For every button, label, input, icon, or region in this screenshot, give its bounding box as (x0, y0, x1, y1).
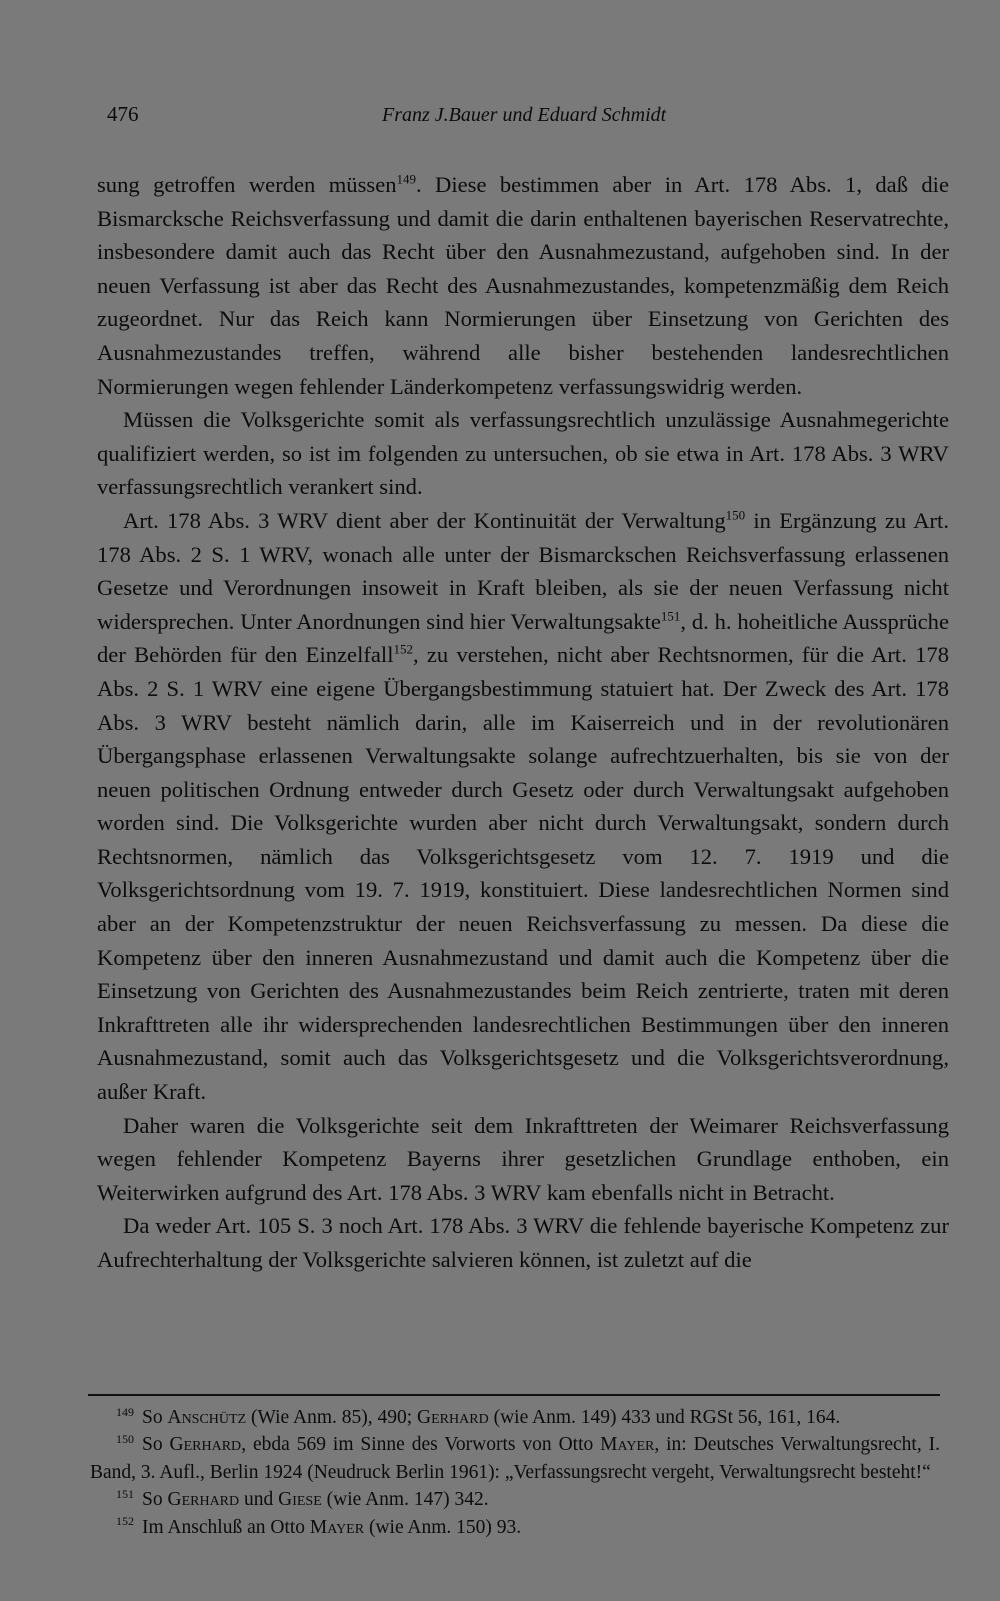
footnote-text: , in: Deutsches Verwaltungsrecht, I. Band, 3. Aufl., Berlin 1924 (Neudruck Berlin 1961): „Verfassungsrecht vergeht, Verwaltungsrecht besteht!“ (90, 1434, 940, 1483)
paragraph-3-text-a: Art. 178 Abs. 3 WRV dient aber der Kontinuität der Verwaltung (123, 507, 726, 533)
running-head: Franz J.Bauer und Eduard Schmidt (382, 104, 667, 126)
page-header (107, 102, 940, 132)
footnote-ref-151: 151 (660, 608, 681, 624)
paragraph-3-text-d: , zu verstehen, nicht aber Rechtsnormen, für die Art. 178 Abs. 2 S. 1 WRV eine eigene Übergangsbestimmung statuiert hat. Der Zweck des Art. 178 Abs. 3 WRV besteht nämlich darin, alle im Kaiserreich und in der revolutionären Übergangsphase erlassenen Verwaltungsakte solange aufrechtzuerhalten, bis sie von der neuen politischen Ordnung entweder durch Gesetz oder durch Verwaltungsakt aufgehoben worden sind. Die Volksgerichte wurden aber nicht durch Verwaltungsakt, sondern durch Rechtsnormen, nämlich das Volksgerichtsgesetz vom 12. 7. 1919 und die Volksgerichtsordnung vom 19. 7. 1919, konstituiert. Diese landesrechtlichen Normen sind aber an der Kompetenzstruktur der neuen Reichsverfassung zu messen. Da diese die Kompetenz über den inneren Ausnahmezustand und damit auch die Kompetenz über die Einsetzung von Gerichten des Ausnahmezustandes beim Reich zentrierte, traten mit deren Inkrafttreten alle ihr widersprechenden landesrechtlichen Bestimmungen über den inneren Ausnahmezustand, somit auch das Volksgerichtsgesetz und die Volksgerichtsverordnung, außer Kraft. (97, 642, 949, 1105)
paragraph-3 (97, 504, 949, 1109)
main-text (97, 168, 949, 1277)
footnote-151 (90, 1486, 940, 1513)
footnote-number: 150 (116, 1431, 134, 1446)
footnotes (90, 1404, 940, 1541)
footnote-ref-152: 152 (393, 641, 413, 657)
author-name: Gerhard (167, 1489, 240, 1511)
footnote-divider (88, 1394, 940, 1396)
author-name: Gerhard (169, 1434, 242, 1456)
footnote-text: und (239, 1489, 279, 1511)
footnote-number: 149 (116, 1404, 134, 1419)
author-name: Giese (278, 1489, 322, 1511)
footnote-text: (wie Anm. 149) 433 und RGSt 56, 161, 164. (488, 1407, 841, 1428)
paragraph-5: Da weder Art. 105 S. 3 noch Art. 178 Abs. 3 WRV die fehlende bayerische Kompetenz zur Aufrechterhaltung der Volksgerichte salvieren können, ist zuletzt auf die (97, 1213, 949, 1272)
footnote-text: , ebda 569 im Sinne des Vorworts von Otto (241, 1434, 601, 1456)
footnote-text: So (142, 1489, 168, 1511)
paragraph-2: Müssen die Volksgerichte somit als verfassungsrechtlich unzulässige Ausnahmegerichte qualifiziert werden, so ist im folgenden zu untersuchen, ob sie etwa in Art. 178 Abs. 3 WRV verfassungsrechtlich verankert sind. (97, 407, 949, 500)
footnote-text: So (142, 1434, 170, 1456)
page-number: 476 (107, 102, 139, 126)
paragraph-1-text-b: . Diese bestimmen aber in Art. 178 Abs. 1, daß die Bismarcksche Reichsverfassung und damit die darin enthaltenen bayerischen Reservatrechte, insbesondere damit auch das Recht über den Ausnahmezustand, aufgehoben sind. In der neuen Verfassung ist aber das Recht des Ausnahmezustandes, kompetenzmäßig dem Reich zugeordnet. Nur das Reich kann Normierungen über Einsetzung von Gerichten des Ausnahmezustandes treffen, während alle bisher bestehenden landesrechtlichen Normierungen wegen fehlender Länderkompetenz verfassungswidrig werden. (97, 172, 949, 399)
footnote-ref-150: 150 (725, 507, 746, 523)
footnote-150 (90, 1431, 940, 1486)
footnote-text: Im Anschluß an Otto (142, 1516, 310, 1538)
paragraph-3-text-c: , d. h. hoheitliche Aussprüche der Behörden für den Einzelfall (97, 608, 949, 668)
author-name: Anschütz (167, 1407, 247, 1428)
footnote-text: (Wie Anm. 85), 490; (246, 1407, 418, 1428)
footnote-text: So (142, 1407, 168, 1428)
paragraph-1 (97, 168, 949, 403)
paragraph-1-text-a: sung getroffen werden müssen (97, 172, 397, 197)
footnote-number: 152 (116, 1514, 134, 1529)
footnote-152 (90, 1514, 940, 1541)
footnote-number: 151 (116, 1486, 134, 1501)
footnote-ref-149: 149 (396, 171, 417, 187)
author-name: Mayer (309, 1516, 365, 1538)
footnote-149 (90, 1404, 940, 1431)
author-name: Mayer (600, 1434, 655, 1456)
author-name: Gerhard (417, 1407, 489, 1428)
footnote-text: (wie Anm. 150) 93. (364, 1516, 522, 1538)
footnote-text: (wie Anm. 147) 342. (321, 1489, 489, 1511)
paragraph-4: Daher waren die Volksgerichte seit dem Inkrafttreten der Weimarer Reichsverfassung wegen fehlender Kompetenz Bayerns ihrer gesetzlichen Grundlage enthoben, ein Weiterwirken aufgrund des Art. 178 Abs. 3 WRV kam ebenfalls nicht in Betracht. (97, 1112, 949, 1205)
paragraph-3-text-b: in Ergänzung zu Art. 178 Abs. 2 S. 1 WRV, wonach alle unter der Bismarckschen Reichsverfassung erlassenen Gesetze und Verordnungen insoweit in Kraft bleiben, als sie der neuen Verfassung nicht widersprechen. Unter Anordnungen sind hier Verwaltungsakte (97, 507, 949, 634)
